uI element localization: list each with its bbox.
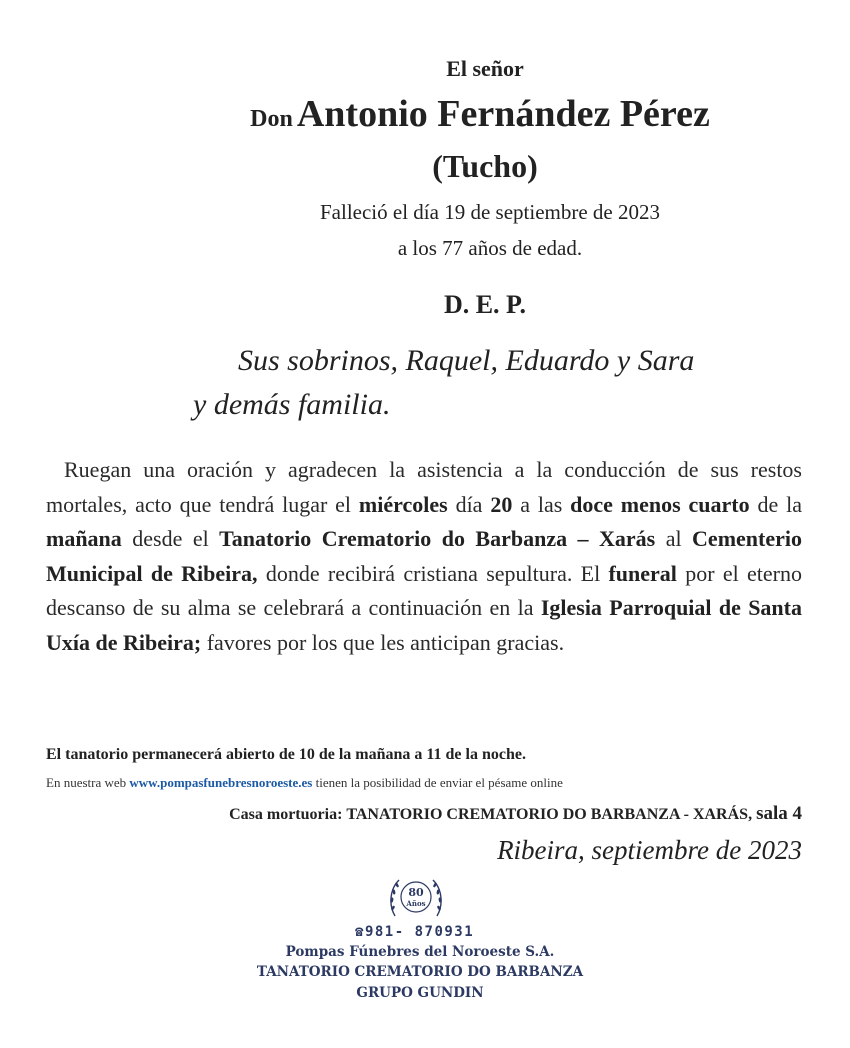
paragraph-emphasis: Iglesia Parroquial de Santa Uxía de Ribeira;	[46, 595, 802, 655]
phone-number[interactable]: 981- 870931	[364, 924, 475, 940]
paragraph-emphasis: funeral	[608, 560, 677, 586]
deceased-name: Antonio Fernández Pérez	[296, 93, 710, 135]
web-suffix: tienen la posibilidad de enviar el pésame online	[312, 775, 563, 790]
paragraph-emphasis: Cementerio Municipal de Ribeira,	[46, 526, 802, 586]
paragraph-emphasis: 20	[490, 491, 513, 517]
paragraph-text: donde recibirá cristiana sepultura. El	[257, 560, 609, 586]
web-condolence-note	[46, 775, 563, 791]
anniversary-seal-icon	[387, 872, 445, 922]
paragraph-text: día	[447, 491, 491, 517]
phone-line	[355, 924, 474, 940]
company-name: Pompas Fúnebres del Noroeste S.A.	[285, 944, 555, 960]
mortuary-line	[229, 803, 802, 825]
rip-text: D. E. P.	[443, 290, 527, 319]
company-group: GRUPO GUNDIN	[356, 985, 484, 1001]
family-line-1: Sus sobrinos, Raquel, Eduardo y Sara	[238, 344, 695, 377]
telephone-icon: ☎	[355, 924, 365, 940]
deceased-nickname: (Tucho)	[432, 148, 538, 184]
paragraph-text: a las	[512, 491, 571, 517]
company-mortuary: TANATORIO CREMATORIO DO BARBANZA	[256, 964, 584, 980]
paragraph-text: al	[655, 526, 693, 551]
mortuary-room: sala 4	[756, 803, 802, 824]
paragraph-emphasis: doce menos cuarto	[570, 491, 750, 517]
paragraph-text: favores por los que les anticipan gracias.	[201, 629, 565, 655]
paragraph-text: desde el	[121, 526, 220, 551]
website-link[interactable]: www.pompasfunebresnoroeste.es	[129, 775, 313, 790]
paragraph-emphasis: miércoles	[358, 491, 448, 517]
paragraph-emphasis: mañana	[46, 526, 122, 551]
deceased-name-line	[150, 92, 810, 136]
family-line-2: y demás familia.	[193, 388, 391, 421]
paragraph-emphasis: Tanatorio Crematorio do Barbanza – Xarás	[219, 526, 656, 551]
web-prefix: En nuestra web	[46, 775, 130, 790]
seal-word: Años	[406, 899, 426, 908]
death-date: Falleció el día 19 de septiembre de 2023	[320, 200, 660, 224]
intro-text: El señor	[446, 56, 524, 81]
paragraph-text: Ruegan una oración y agradecen la asistencia a la conducción de sus restos mortales, acto que tendrá lugar el	[46, 457, 802, 517]
age-text: a los 77 años de edad.	[397, 236, 583, 260]
funeral-details-paragraph	[46, 453, 802, 660]
mortuary-value: TANATORIO CREMATORIO DO BARBANZA - XARÁS,	[346, 806, 753, 823]
paragraph-text: por el eterno descanso de su alma se celebrará a continuación en la	[46, 560, 802, 620]
paragraph-text: de la	[749, 491, 803, 517]
mortuary-label: Casa mortuoria:	[229, 806, 343, 823]
title-prefix: Don	[250, 106, 293, 132]
opening-hours: El tanatorio permanecerá abierto de 10 de la mañana a 11 de la noche.	[46, 746, 526, 763]
place-date: Ribeira, septiembre de 2023	[497, 835, 802, 865]
seal-number: 80	[408, 886, 424, 899]
